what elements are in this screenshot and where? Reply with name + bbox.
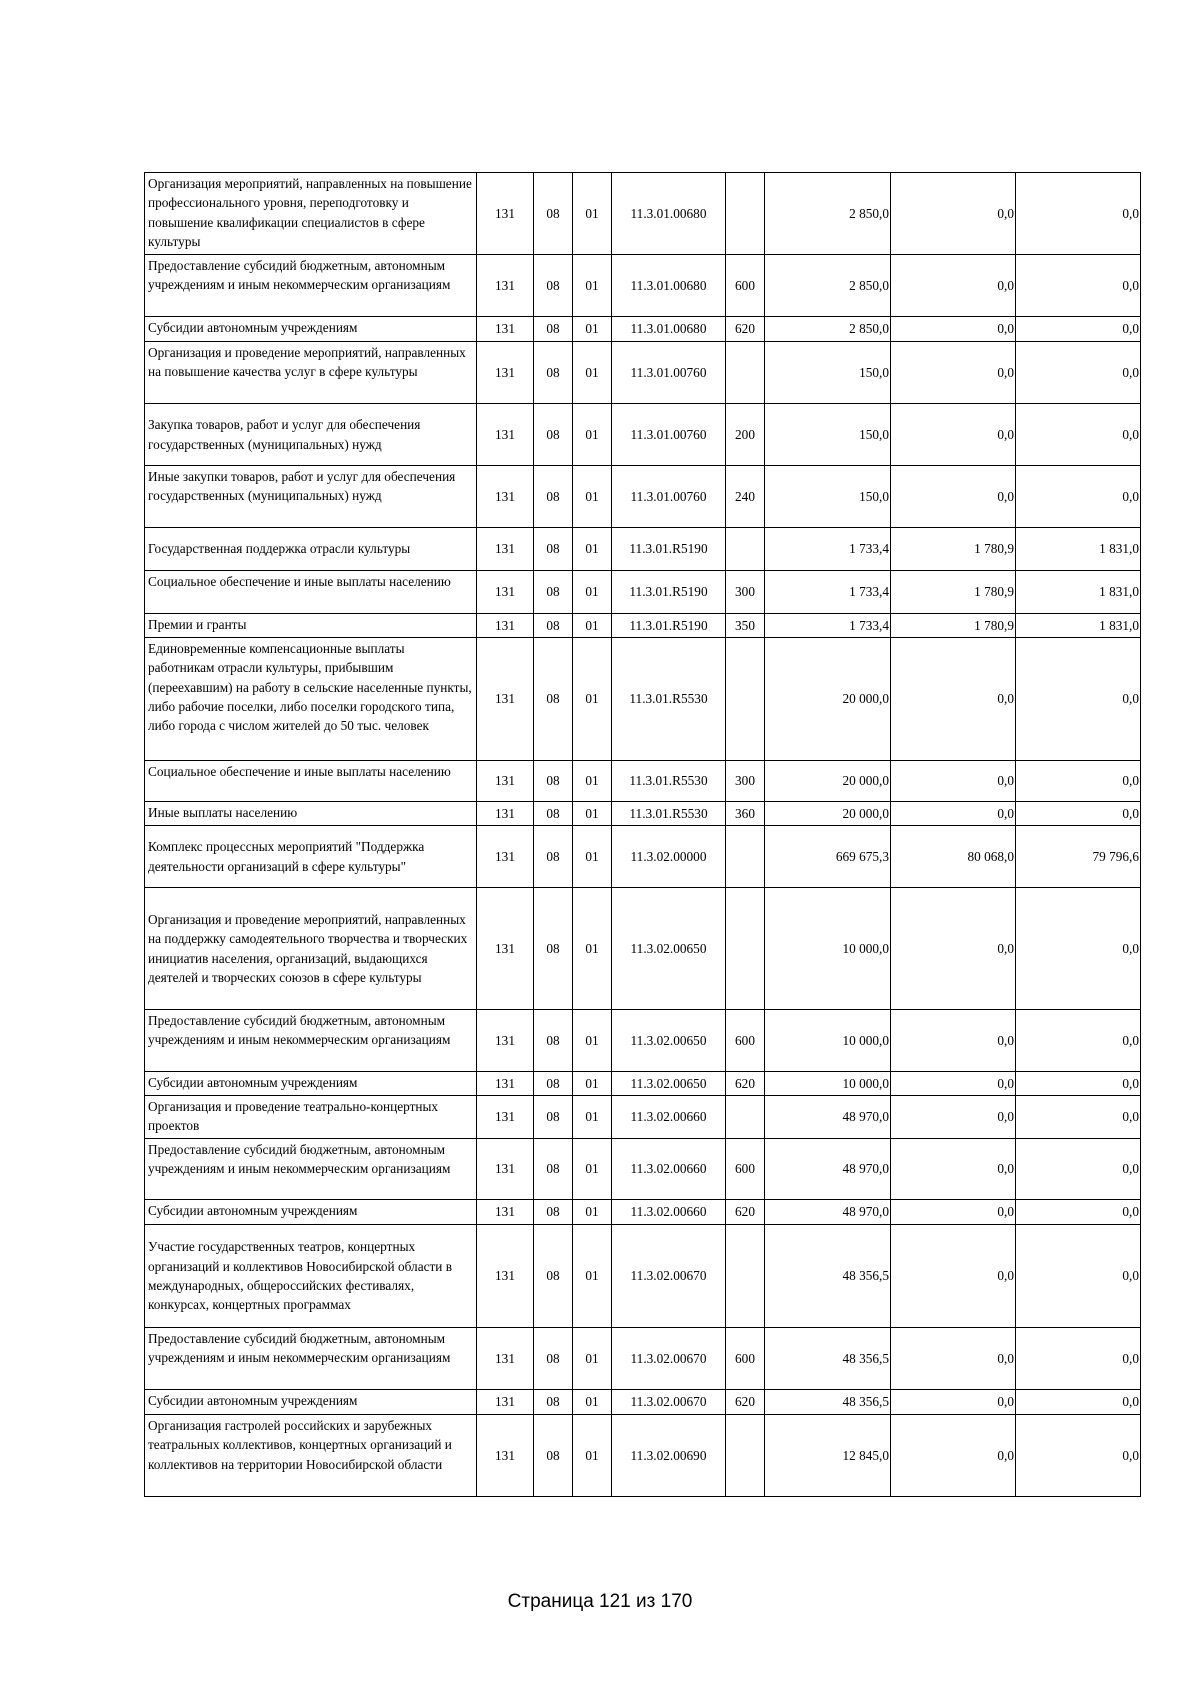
- amount-year1-cell: 12 845,0: [765, 1415, 891, 1497]
- amount-year2-cell: 0,0: [891, 1010, 1016, 1072]
- grbs-cell: 131: [477, 466, 534, 528]
- amount-year1-cell: 2 850,0: [765, 317, 891, 342]
- row-name-cell: Организация и проведение театрально-концертных проектов: [145, 1096, 477, 1139]
- amount-year2-cell: 0,0: [891, 173, 1016, 255]
- section-cell: 08: [534, 173, 573, 255]
- amount-year2-cell: 1 780,9: [891, 614, 1016, 638]
- amount-year1-cell: 2 850,0: [765, 255, 891, 317]
- row-name-cell: Закупка товаров, работ и услуг для обеспечения государственных (муниципальных) нужд: [145, 404, 477, 466]
- table-row: [145, 255, 1141, 317]
- grbs-cell: 131: [477, 802, 534, 826]
- expense-type-cell: [726, 888, 765, 1010]
- row-name-cell: Субсидии автономным учреждениям: [145, 1072, 477, 1096]
- section-cell: 08: [534, 404, 573, 466]
- amount-year1-cell: 2 850,0: [765, 173, 891, 255]
- expense-type-cell: 620: [726, 317, 765, 342]
- section-cell: 08: [534, 1139, 573, 1200]
- grbs-cell: 131: [477, 1010, 534, 1072]
- section-cell: 08: [534, 1096, 573, 1139]
- grbs-cell: 131: [477, 761, 534, 802]
- section-cell: 08: [534, 1010, 573, 1072]
- target-article-cell: 11.3.02.00650: [612, 888, 726, 1010]
- expense-type-cell: 300: [726, 761, 765, 802]
- section-cell: 08: [534, 1415, 573, 1497]
- table-row: [145, 342, 1141, 404]
- table-row: [145, 317, 1141, 342]
- grbs-cell: 131: [477, 528, 534, 571]
- row-name-cell: Организация гастролей российских и зарубежных театральных коллективов, концертных организаций и коллективов на территории Новосибирской области: [145, 1415, 477, 1497]
- row-name-cell: Организация и проведение мероприятий, направленных на повышение качества услуг в сфере культуры: [145, 342, 477, 404]
- expense-type-cell: [726, 1415, 765, 1497]
- amount-year3-cell: 1 831,0: [1016, 614, 1141, 638]
- amount-year2-cell: 1 780,9: [891, 571, 1016, 614]
- expense-type-cell: 600: [726, 1139, 765, 1200]
- row-name-cell: Организация и проведение мероприятий, направленных на поддержку самодеятельного творчества и творческих инициатив населения, организаций, выдающихся деятелей и творческих союзов в сфере культуры: [145, 888, 477, 1010]
- amount-year3-cell: 0,0: [1016, 1139, 1141, 1200]
- amount-year1-cell: 150,0: [765, 342, 891, 404]
- subsection-cell: 01: [573, 173, 612, 255]
- expense-type-cell: [726, 173, 765, 255]
- amount-year2-cell: 0,0: [891, 342, 1016, 404]
- amount-year3-cell: 0,0: [1016, 1200, 1141, 1225]
- subsection-cell: 01: [573, 1390, 612, 1415]
- section-cell: 08: [534, 802, 573, 826]
- expense-type-cell: 360: [726, 802, 765, 826]
- row-name-cell: Участие государственных театров, концертных организаций и коллективов Новосибирской области в международных, общероссийских фестивалях, конкурсах, концертных программах: [145, 1225, 477, 1328]
- subsection-cell: 01: [573, 466, 612, 528]
- row-name-cell: Иные закупки товаров, работ и услуг для обеспечения государственных (муниципальных) нужд: [145, 466, 477, 528]
- budget-table: [144, 172, 1141, 1497]
- amount-year2-cell: 0,0: [891, 466, 1016, 528]
- target-article-cell: 11.3.02.00660: [612, 1096, 726, 1139]
- subsection-cell: 01: [573, 255, 612, 317]
- target-article-cell: 11.3.01.R5190: [612, 571, 726, 614]
- subsection-cell: 01: [573, 802, 612, 826]
- section-cell: 08: [534, 528, 573, 571]
- amount-year1-cell: 669 675,3: [765, 826, 891, 888]
- section-cell: 08: [534, 466, 573, 528]
- target-article-cell: 11.3.02.00650: [612, 1072, 726, 1096]
- section-cell: 08: [534, 1390, 573, 1415]
- target-article-cell: 11.3.01.00760: [612, 466, 726, 528]
- amount-year1-cell: 10 000,0: [765, 888, 891, 1010]
- amount-year1-cell: 150,0: [765, 404, 891, 466]
- amount-year3-cell: 0,0: [1016, 1328, 1141, 1390]
- row-name-cell: Единовременные компенсационные выплаты работникам отрасли культуры, прибывшим (переехавшим) на работу в сельские населенные пункты, либо рабочие поселки, либо поселки городского типа, либо города с числом жителей до 50 тыс. человек: [145, 638, 477, 761]
- row-name-cell: Премии и гранты: [145, 614, 477, 638]
- grbs-cell: 131: [477, 1200, 534, 1225]
- target-article-cell: 11.3.02.00670: [612, 1225, 726, 1328]
- section-cell: 08: [534, 1072, 573, 1096]
- amount-year3-cell: 0,0: [1016, 1225, 1141, 1328]
- amount-year3-cell: 0,0: [1016, 1072, 1141, 1096]
- subsection-cell: 01: [573, 1072, 612, 1096]
- amount-year2-cell: 0,0: [891, 404, 1016, 466]
- grbs-cell: 131: [477, 1328, 534, 1390]
- amount-year2-cell: 0,0: [891, 761, 1016, 802]
- amount-year3-cell: 0,0: [1016, 1096, 1141, 1139]
- amount-year3-cell: 1 831,0: [1016, 571, 1141, 614]
- amount-year2-cell: 0,0: [891, 1096, 1016, 1139]
- target-article-cell: 11.3.01.00760: [612, 342, 726, 404]
- section-cell: 08: [534, 1225, 573, 1328]
- table-row: [145, 1225, 1141, 1328]
- table-row: [145, 173, 1141, 255]
- section-cell: 08: [534, 761, 573, 802]
- subsection-cell: 01: [573, 826, 612, 888]
- subsection-cell: 01: [573, 1200, 612, 1225]
- table-row: [145, 826, 1141, 888]
- amount-year3-cell: 0,0: [1016, 638, 1141, 761]
- amount-year2-cell: 0,0: [891, 1225, 1016, 1328]
- expense-type-cell: [726, 1096, 765, 1139]
- amount-year1-cell: 48 356,5: [765, 1328, 891, 1390]
- table-row: [145, 528, 1141, 571]
- amount-year2-cell: 0,0: [891, 1072, 1016, 1096]
- amount-year1-cell: 1 733,4: [765, 528, 891, 571]
- amount-year1-cell: 1 733,4: [765, 614, 891, 638]
- table-row: [145, 614, 1141, 638]
- grbs-cell: 131: [477, 888, 534, 1010]
- table-row: [145, 1415, 1141, 1497]
- grbs-cell: 131: [477, 826, 534, 888]
- section-cell: 08: [534, 638, 573, 761]
- amount-year1-cell: 150,0: [765, 466, 891, 528]
- target-article-cell: 11.3.02.00660: [612, 1139, 726, 1200]
- expense-type-cell: [726, 826, 765, 888]
- expense-type-cell: 620: [726, 1072, 765, 1096]
- amount-year1-cell: 48 970,0: [765, 1139, 891, 1200]
- amount-year3-cell: 0,0: [1016, 342, 1141, 404]
- expense-type-cell: 600: [726, 1328, 765, 1390]
- table-row: [145, 638, 1141, 761]
- row-name-cell: Субсидии автономным учреждениям: [145, 1200, 477, 1225]
- section-cell: 08: [534, 888, 573, 1010]
- row-name-cell: Иные выплаты населению: [145, 802, 477, 826]
- expense-type-cell: 620: [726, 1390, 765, 1415]
- amount-year3-cell: 0,0: [1016, 1010, 1141, 1072]
- amount-year2-cell: 0,0: [891, 1200, 1016, 1225]
- expense-type-cell: [726, 342, 765, 404]
- target-article-cell: 11.3.02.00670: [612, 1328, 726, 1390]
- page-number-footer: Страница 121 из 170: [507, 1591, 693, 1612]
- row-name-cell: Организация мероприятий, направленных на повышение профессионального уровня, переподготовку и повышение квалификации специалистов в сфере культуры: [145, 173, 477, 255]
- amount-year3-cell: 1 831,0: [1016, 528, 1141, 571]
- target-article-cell: 11.3.01.R5190: [612, 614, 726, 638]
- grbs-cell: 131: [477, 571, 534, 614]
- target-article-cell: 11.3.01.R5530: [612, 638, 726, 761]
- row-name-cell: Предоставление субсидий бюджетным, автономным учреждениям и иным некоммерческим организациям: [145, 255, 477, 317]
- grbs-cell: 131: [477, 317, 534, 342]
- expense-type-cell: [726, 528, 765, 571]
- subsection-cell: 01: [573, 1415, 612, 1497]
- target-article-cell: 11.3.01.00680: [612, 255, 726, 317]
- table-row: [145, 802, 1141, 826]
- target-article-cell: 11.3.01.00680: [612, 173, 726, 255]
- expense-type-cell: 300: [726, 571, 765, 614]
- grbs-cell: 131: [477, 255, 534, 317]
- amount-year1-cell: 10 000,0: [765, 1072, 891, 1096]
- target-article-cell: 11.3.02.00660: [612, 1200, 726, 1225]
- grbs-cell: 131: [477, 1415, 534, 1497]
- table-row: [145, 1096, 1141, 1139]
- target-article-cell: 11.3.01.R5190: [612, 528, 726, 571]
- subsection-cell: 01: [573, 404, 612, 466]
- amount-year1-cell: 10 000,0: [765, 1010, 891, 1072]
- row-name-cell: Предоставление субсидий бюджетным, автономным учреждениям и иным некоммерческим организациям: [145, 1328, 477, 1390]
- expense-type-cell: 600: [726, 255, 765, 317]
- table-row: [145, 1139, 1141, 1200]
- target-article-cell: 11.3.01.R5530: [612, 761, 726, 802]
- row-name-cell: Предоставление субсидий бюджетным, автономным учреждениям и иным некоммерческим организациям: [145, 1139, 477, 1200]
- expense-type-cell: 600: [726, 1010, 765, 1072]
- subsection-cell: 01: [573, 638, 612, 761]
- grbs-cell: 131: [477, 1096, 534, 1139]
- subsection-cell: 01: [573, 1096, 612, 1139]
- target-article-cell: 11.3.01.00680: [612, 317, 726, 342]
- amount-year3-cell: 0,0: [1016, 466, 1141, 528]
- subsection-cell: 01: [573, 1010, 612, 1072]
- amount-year1-cell: 1 733,4: [765, 571, 891, 614]
- amount-year2-cell: 1 780,9: [891, 528, 1016, 571]
- table-row: [145, 1200, 1141, 1225]
- row-name-cell: Социальное обеспечение и иные выплаты населению: [145, 761, 477, 802]
- target-article-cell: 11.3.01.00760: [612, 404, 726, 466]
- section-cell: 08: [534, 255, 573, 317]
- expense-type-cell: 620: [726, 1200, 765, 1225]
- amount-year2-cell: 0,0: [891, 1328, 1016, 1390]
- row-name-cell: Субсидии автономным учреждениям: [145, 1390, 477, 1415]
- amount-year3-cell: 0,0: [1016, 802, 1141, 826]
- subsection-cell: 01: [573, 1139, 612, 1200]
- grbs-cell: 131: [477, 1072, 534, 1096]
- amount-year2-cell: 0,0: [891, 802, 1016, 826]
- grbs-cell: 131: [477, 404, 534, 466]
- grbs-cell: 131: [477, 614, 534, 638]
- amount-year1-cell: 20 000,0: [765, 802, 891, 826]
- expense-type-cell: 240: [726, 466, 765, 528]
- amount-year3-cell: 0,0: [1016, 173, 1141, 255]
- table-row: [145, 761, 1141, 802]
- section-cell: 08: [534, 571, 573, 614]
- row-name-cell: Субсидии автономным учреждениям: [145, 317, 477, 342]
- amount-year3-cell: 0,0: [1016, 317, 1141, 342]
- section-cell: 08: [534, 826, 573, 888]
- amount-year3-cell: 0,0: [1016, 1415, 1141, 1497]
- expense-type-cell: [726, 638, 765, 761]
- subsection-cell: 01: [573, 1225, 612, 1328]
- amount-year3-cell: 0,0: [1016, 1390, 1141, 1415]
- amount-year1-cell: 20 000,0: [765, 761, 891, 802]
- target-article-cell: 11.3.01.R5530: [612, 802, 726, 826]
- grbs-cell: 131: [477, 1139, 534, 1200]
- subsection-cell: 01: [573, 1328, 612, 1390]
- subsection-cell: 01: [573, 571, 612, 614]
- budget-table-body: [145, 173, 1141, 1497]
- row-name-cell: Комплекс процессных мероприятий "Поддержка деятельности организаций в сфере культуры": [145, 826, 477, 888]
- amount-year2-cell: 0,0: [891, 255, 1016, 317]
- row-name-cell: Государственная поддержка отрасли культуры: [145, 528, 477, 571]
- expense-type-cell: 200: [726, 404, 765, 466]
- subsection-cell: 01: [573, 342, 612, 404]
- amount-year1-cell: 20 000,0: [765, 638, 891, 761]
- target-article-cell: 11.3.02.00690: [612, 1415, 726, 1497]
- amount-year2-cell: 0,0: [891, 1390, 1016, 1415]
- amount-year2-cell: 0,0: [891, 1139, 1016, 1200]
- table-row: [145, 1072, 1141, 1096]
- section-cell: 08: [534, 1200, 573, 1225]
- subsection-cell: 01: [573, 317, 612, 342]
- amount-year2-cell: 0,0: [891, 888, 1016, 1010]
- section-cell: 08: [534, 342, 573, 404]
- expense-type-cell: [726, 1225, 765, 1328]
- subsection-cell: 01: [573, 888, 612, 1010]
- row-name-cell: Предоставление субсидий бюджетным, автономным учреждениям и иным некоммерческим организациям: [145, 1010, 477, 1072]
- section-cell: 08: [534, 614, 573, 638]
- grbs-cell: 131: [477, 1225, 534, 1328]
- amount-year3-cell: 0,0: [1016, 888, 1141, 1010]
- amount-year3-cell: 79 796,6: [1016, 826, 1141, 888]
- amount-year3-cell: 0,0: [1016, 404, 1141, 466]
- table-row: [145, 571, 1141, 614]
- expense-type-cell: 350: [726, 614, 765, 638]
- target-article-cell: 11.3.02.00670: [612, 1390, 726, 1415]
- section-cell: 08: [534, 1328, 573, 1390]
- amount-year1-cell: 48 970,0: [765, 1096, 891, 1139]
- amount-year1-cell: 48 356,5: [765, 1225, 891, 1328]
- table-row: [145, 466, 1141, 528]
- amount-year1-cell: 48 970,0: [765, 1200, 891, 1225]
- table-row: [145, 1328, 1141, 1390]
- table-row: [145, 404, 1141, 466]
- grbs-cell: 131: [477, 342, 534, 404]
- grbs-cell: 131: [477, 1390, 534, 1415]
- amount-year1-cell: 48 356,5: [765, 1390, 891, 1415]
- section-cell: 08: [534, 317, 573, 342]
- target-article-cell: 11.3.02.00650: [612, 1010, 726, 1072]
- amount-year3-cell: 0,0: [1016, 761, 1141, 802]
- subsection-cell: 01: [573, 614, 612, 638]
- amount-year2-cell: 0,0: [891, 1415, 1016, 1497]
- subsection-cell: 01: [573, 761, 612, 802]
- amount-year2-cell: 0,0: [891, 317, 1016, 342]
- target-article-cell: 11.3.02.00000: [612, 826, 726, 888]
- table-row: [145, 1390, 1141, 1415]
- amount-year2-cell: 0,0: [891, 638, 1016, 761]
- amount-year2-cell: 80 068,0: [891, 826, 1016, 888]
- grbs-cell: 131: [477, 638, 534, 761]
- subsection-cell: 01: [573, 528, 612, 571]
- grbs-cell: 131: [477, 173, 534, 255]
- table-row: [145, 1010, 1141, 1072]
- row-name-cell: Социальное обеспечение и иные выплаты населению: [145, 571, 477, 614]
- amount-year3-cell: 0,0: [1016, 255, 1141, 317]
- table-row: [145, 888, 1141, 1010]
